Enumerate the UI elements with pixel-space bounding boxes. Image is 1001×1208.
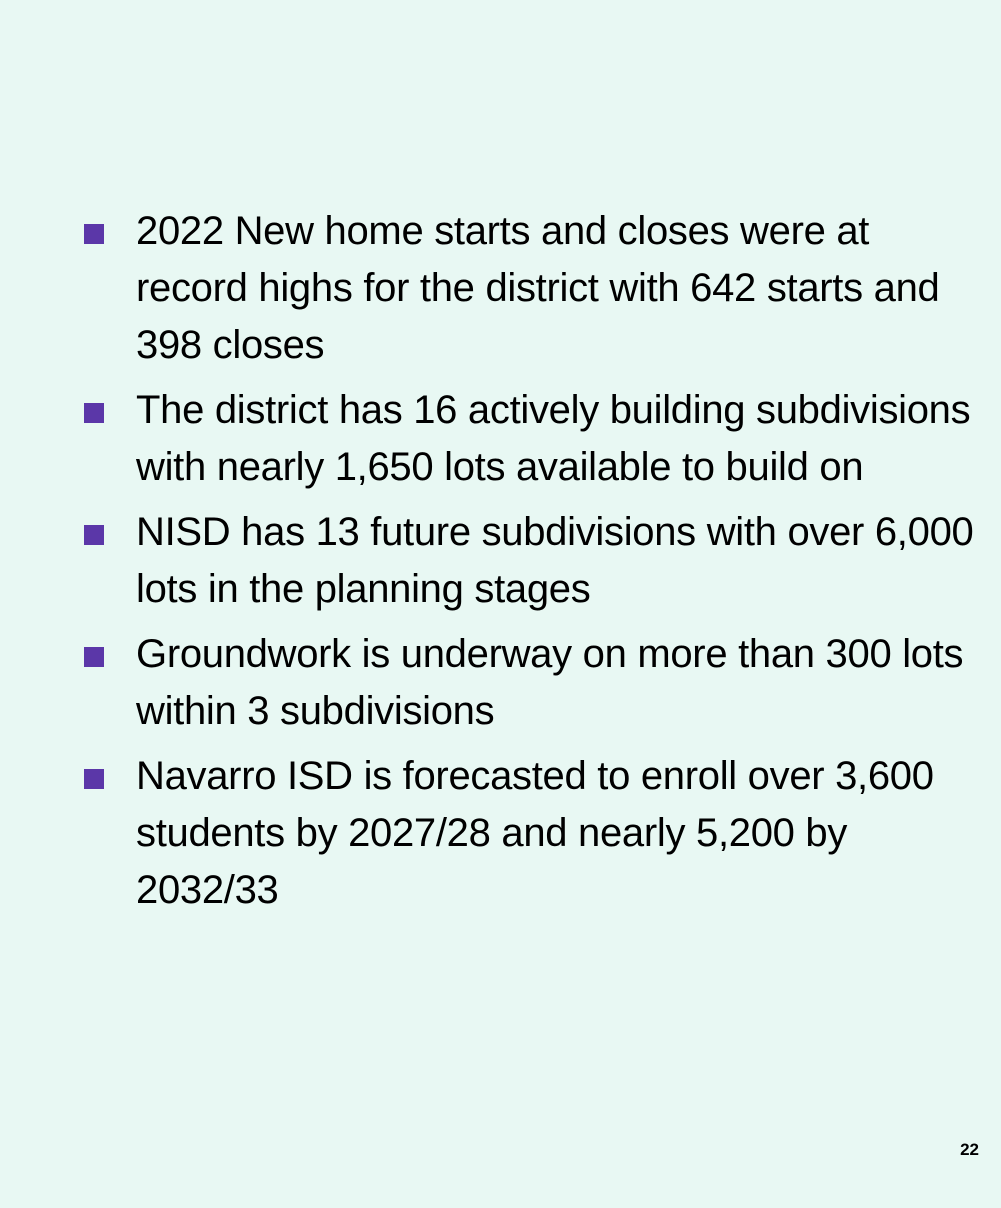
square-bullet-icon [84,403,104,423]
bullet-item [84,748,984,919]
bullet-text: 2022 New home starts and closes were at record highs for the district with 642 starts and 398 closes [136,209,940,367]
bullet-text: Navarro ISD is forecasted to enroll over 3,600 students by 2027/28 and nearly 5,200 by 2032/33 [136,754,934,912]
square-bullet-icon [84,224,104,244]
bullet-text: The district has 16 actively building subdivisions with nearly 1,650 lots available to build on [136,388,971,489]
bullet-item [84,382,984,496]
page-number: 22 [960,1140,979,1159]
square-bullet-icon [84,525,104,545]
bullet-item [84,504,984,618]
bullet-item [84,203,984,374]
bullet-item [84,626,984,740]
square-bullet-icon [84,769,104,789]
bullet-text: NISD has 13 future subdivisions with over 6,000 lots in the planning stages [136,510,974,611]
bullet-list [84,203,984,927]
square-bullet-icon [84,647,104,667]
bullet-text: Groundwork is underway on more than 300 lots within 3 subdivisions [136,632,964,733]
